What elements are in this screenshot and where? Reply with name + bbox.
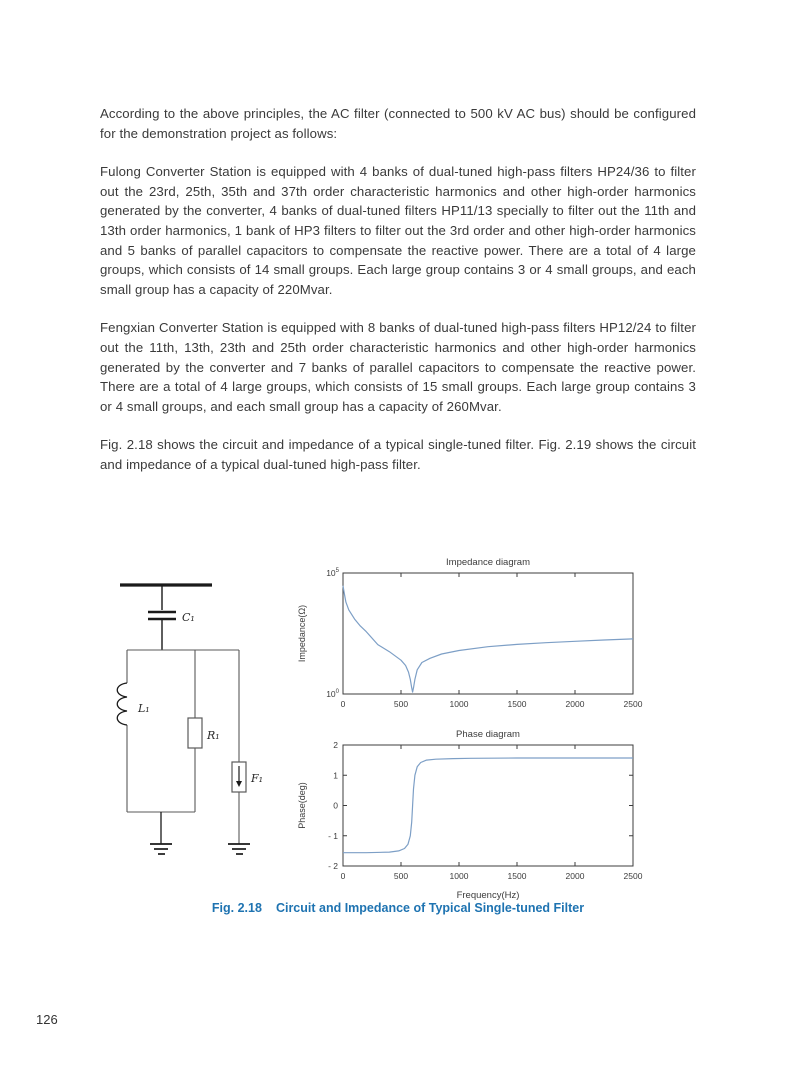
data-curve	[343, 758, 633, 853]
y-axis-label: Impedance(Ω)	[297, 604, 307, 663]
paragraph-intro: According to the above principles, the AC filter (connected to 500 kV AC bus) should be configured for the demonstration project as follows:	[100, 106, 696, 141]
paragraph-figure-reference: Fig. 2.18 shows the circuit and impedance of a typical single-tuned filter. Fig. 2.19 shows the circuit and impedance of a typical dual-tuned high-pass filter.	[100, 437, 696, 472]
y-axis-label: Phase(deg)	[297, 782, 307, 829]
y-tick-label: - 2	[328, 861, 338, 871]
x-tick-label: 2000	[565, 871, 585, 881]
capacitor-label: C₁	[182, 611, 195, 624]
plot-box	[343, 745, 633, 866]
phase-chart	[293, 723, 653, 908]
inductor-label: L₁	[138, 702, 150, 715]
inductor-l1	[117, 683, 127, 725]
resistor-r1	[188, 718, 202, 748]
y-tick-label: 0	[333, 800, 338, 811]
chart-title: Phase diagram	[456, 729, 520, 740]
plot-box	[343, 573, 633, 694]
x-tick-label: 1500	[507, 871, 527, 881]
circuit-diagram	[108, 566, 272, 876]
y-tick-label: $10^0$	[326, 689, 339, 699]
page-number: 126	[36, 1012, 58, 1027]
x-tick-label: 500	[393, 871, 409, 881]
paragraph-fulong-station: Fulong Converter Station is equipped with 4 banks of dual-tuned high-pass filters HP24/36 to filter out the 23rd, 25th, 35th and 37th order characteristic harmonics and other high-order harmonics generated by the converter, 4 banks of dual-tuned filters HP11/13 specially to filter out the 11th and 13th order harmonics, 1 bank of HP3 filters to filter out the 3rd order and other high-order harmonics and 5 banks of parallel capacitors to compensate the reactive power. There are a total of 4 large groups, which consists of 14 small groups. Each large group contains 3 or 4 small groups, and each small group has a capacity of 220Mvar.	[100, 164, 696, 297]
resistor-label: R₁	[207, 729, 220, 742]
body-text	[100, 104, 696, 494]
x-tick-label: 500	[393, 699, 409, 709]
x-tick-label: 2500	[623, 699, 643, 709]
data-curve	[343, 586, 633, 692]
y-tick-label: - 1	[328, 830, 338, 841]
x-tick-label: 1000	[449, 871, 469, 881]
figure-caption-text: Circuit and Impedance of Typical Single-tuned Filter	[275, 901, 585, 915]
chart-title: Impedance diagram	[446, 557, 530, 568]
x-tick-label: 1000	[449, 699, 469, 709]
x-axis-label: Frequency(Hz)	[456, 890, 520, 901]
ground-symbol-right	[228, 844, 250, 854]
impedance-chart	[293, 551, 653, 719]
figure-caption	[100, 901, 696, 915]
x-tick-label: 1500	[507, 699, 527, 709]
paragraph-fengxian-station: Fengxian Converter Station is equipped with 8 banks of dual-tuned high-pass filters HP12/24 to filter out the 11th, 13th, 23th and 25th order characteristic harmonics and other high-order harmonics generated by the converter and 7 banks of parallel capacitors to compensate the reactive power. There are a total of 4 large groups, which consists of 15 small groups. Each large group contains 3 or 4 small groups, and each small group has a capacity of 260Mvar.	[100, 320, 696, 414]
y-tick-label: $10^5$	[326, 568, 339, 578]
y-tick-label: 2	[333, 740, 338, 750]
x-tick-label: 2000	[565, 699, 585, 709]
capacitor-c1	[148, 612, 176, 650]
fuse-label: F₁	[251, 772, 264, 785]
ground-symbol-left	[150, 844, 172, 854]
figure-caption-label: Fig. 2.18	[211, 901, 262, 915]
y-tick-label: 1	[333, 770, 338, 781]
x-tick-label: 2500	[623, 871, 643, 881]
x-tick-label: 0	[340, 699, 346, 709]
x-tick-label: 0	[340, 871, 346, 881]
